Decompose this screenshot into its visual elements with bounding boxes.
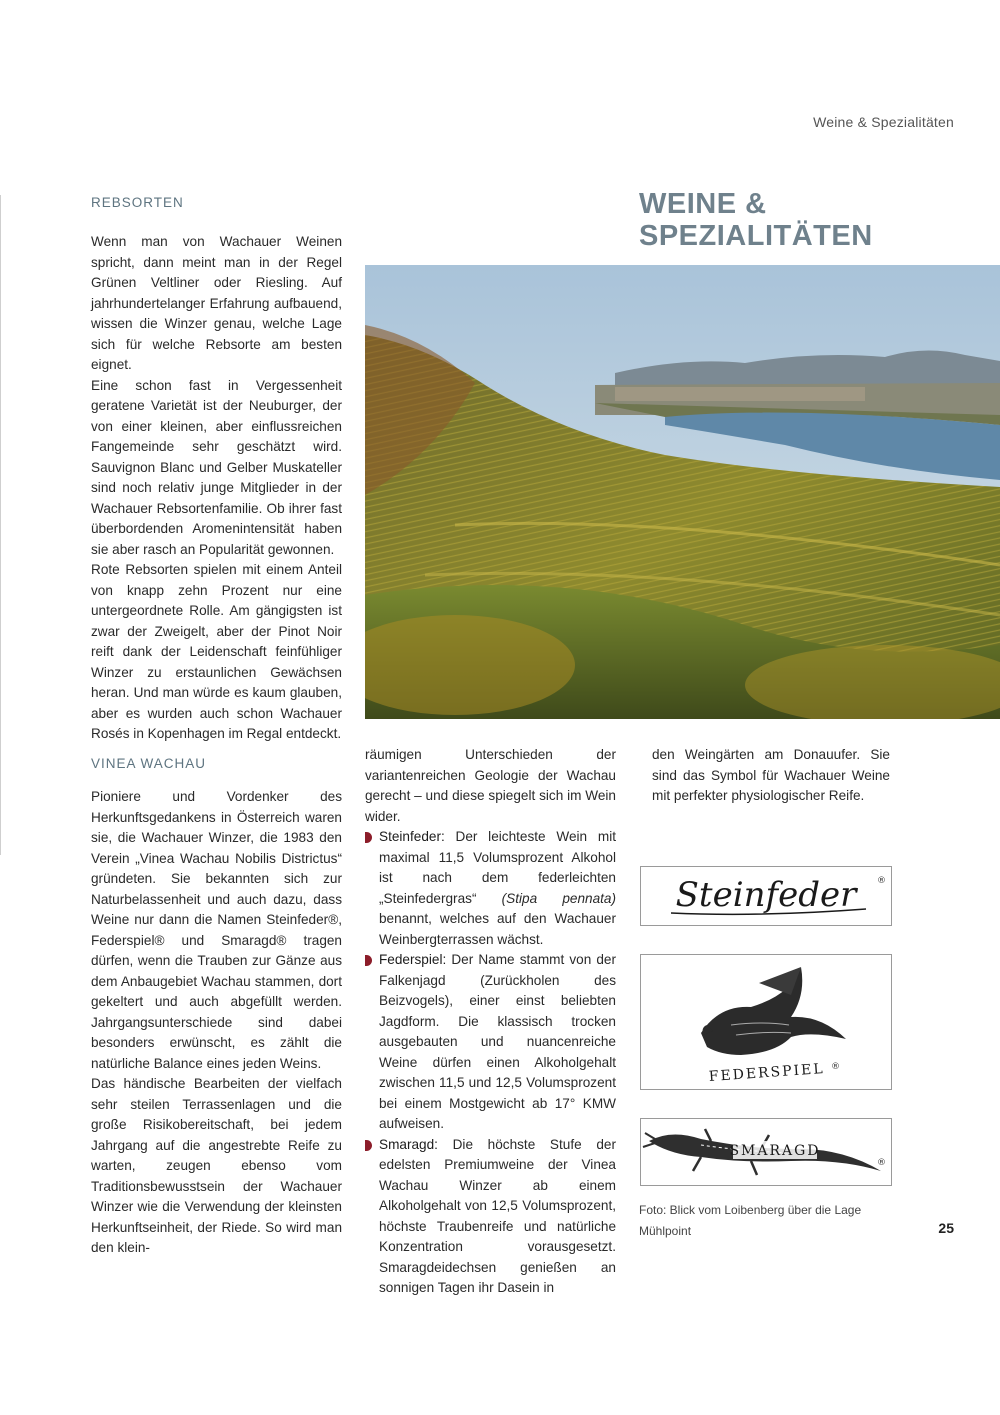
federspiel-logo [640,954,892,1090]
paragraph: Eine schon fast in Vergessenheit geratene Varietät ist der Neuburger, der von einer kleinen, aber einflussreichen Fangemeinde sehr geschätzt wird. Sauvignon Blanc und Gelber Muskateller sind noch relativ junge Mitglieder in der Wachauer Rebsortenfamilie. Ob ihrer fast überbordenden Aromenintensität haben sie aber rasch an Popularität gewonnen. [91,377,342,557]
svg-text:®: ® [877,1158,886,1168]
title-line: WEINE & [639,188,767,220]
paragraph: Pioniere und Vordenker des Herkunftsgedankens in Österreich waren sie, die Wachauer Winzer, die 1983 den Verein „Vinea Wachau Nobilis Districtus“ gründeten. Sie bekannten sich zur Naturbelassenheit und auch dazu, dass Weine nur dann die Namen Steinfeder®, Federspiel® und Smaragd® tragen dürfen, wenn die Trauben zur Gänze aus dem Anbaugebiet Wachau stammen, dort gekeltert und auch abgefüllt werden. Jahrgangsunterschiede sind dabei besonders erwünscht, es zählt die natürliche Balance eines jeden Weins. [91,789,342,1071]
paragraph: Rote Rebsorten spielen mit einem Anteil von knapp zehn Prozent nur eine untergeordnete Rolle. Am gängigsten ist zwar der Zweigelt, aber der Pinot Noir reift dank der Leidenschaft feinfühliger Winzer zu erstaunlichen Gewächsen heran. Und man würde es kaum glauben, aber es wurden auch schon Wachauer Rosés in Kopenhagen im Regal entdeckt. [91,562,342,741]
term-text: benannt, welches auf den Wachauer Weinbergterrassen wächst. [379,911,616,947]
smaragd-logo [640,1118,892,1186]
bullet-icon [365,832,372,843]
vinea-text [91,787,342,1259]
list-item-federspiel [365,950,616,1135]
vineyard-landscape-image [365,265,1000,719]
lizard-icon [641,1119,891,1185]
term-text: Der Name stammt von der Falkenjagd (Zurückholen des Beizvogels), einer einst beliebten Jagdform. Die klassisch trocken ausgebauten und nuancenreiche Weine dürfen einen Alkoholgehalt zwischen 11,5 und 12,5 Volumsprozent bei einem Mostgewicht ab 17° KMW aufweisen. [379,952,616,1131]
term-label: Smaragd: [379,1136,438,1152]
bullet-icon [365,1140,372,1151]
list-item-smaragd [365,1135,616,1299]
latin-name: (Stipa pennata) [501,890,617,906]
term-text: Die höchste Stufe der edelsten Premiumweine der Vinea Wachau Winzer ab einem Alkoholgehalt von 12,5 Volumsprozent, höchste Traubenreife und natürliche Konzentration vorausgesetzt. Smaragdeidechsen genießen an sonnigen Tagen ihr Dasein in [379,1136,616,1295]
steinfeder-logo [640,866,892,926]
svg-text:®: ® [831,1062,840,1072]
falcon-icon [641,955,891,1089]
section-heading-rebsorten: REBSORTEN [91,195,184,210]
vineyard-photo [365,265,1000,719]
logo-lettering: Steinfeder [675,875,857,915]
svg-text:®: ® [877,876,886,886]
term-label: Federspiel: [379,952,447,967]
list-item-steinfeder [365,827,616,950]
page-number: 25 [938,1220,954,1236]
running-head: Weine & Spezialitäten [813,114,954,130]
paragraph: räumigen Unterschieden der variantenreichen Geologie der Wachau gerecht – und diese spiegelt sich im Wein wider. [365,747,616,824]
logo-lettering: FEDERSPIEL [708,1060,826,1086]
middle-column-text [365,745,616,1299]
page-title [639,188,873,252]
title-line: SPEZIALITÄTEN [639,220,873,252]
logo-lettering: SMARAGD [729,1143,821,1159]
bullet-icon [365,955,372,966]
section-heading-vinea: VINEA WACHAU [91,756,207,771]
margin-rule [0,195,1,855]
term-label: Steinfeder: [379,829,445,844]
paragraph: den Weingärten am Donauufer. Sie sind das Symbol für Wachauer Weine mit perfekter physiologischer Reife. [652,747,890,803]
paragraph: Das händische Bearbeiten der vielfach sehr steilen Terrassenlagen und die große Risikobereitschaft, bei jedem Jahrgang auf die angestrebte Reife zu warten, zeugen ebenso vom Traditionsbewusstsein der Wachauer Winzer wie die Verwendung der kleinsten Herkunftseinheit, der Riede. So wird man den klein- [91,1076,342,1255]
rebsorten-text [91,232,342,745]
paragraph: Wenn man von Wachauer Weinen spricht, dann meint man in der Regel Grünen Veltliner oder Riesling. Auf jahrhundertelanger Erfahrung aufbauend, wissen die Winzer genau, welche Lage sich für welche Rebsorte am besten eignet. [91,234,342,372]
term-text: Der leichteste Wein mit maximal 11,5 Volumsprozent Alkohol ist nach dem federleichten „Steinfedergras“ [379,829,616,906]
photo-caption: Foto: Blick vom Loibenberg über die Lage Mühlpoint [639,1203,862,1238]
right-column-text [652,745,890,807]
